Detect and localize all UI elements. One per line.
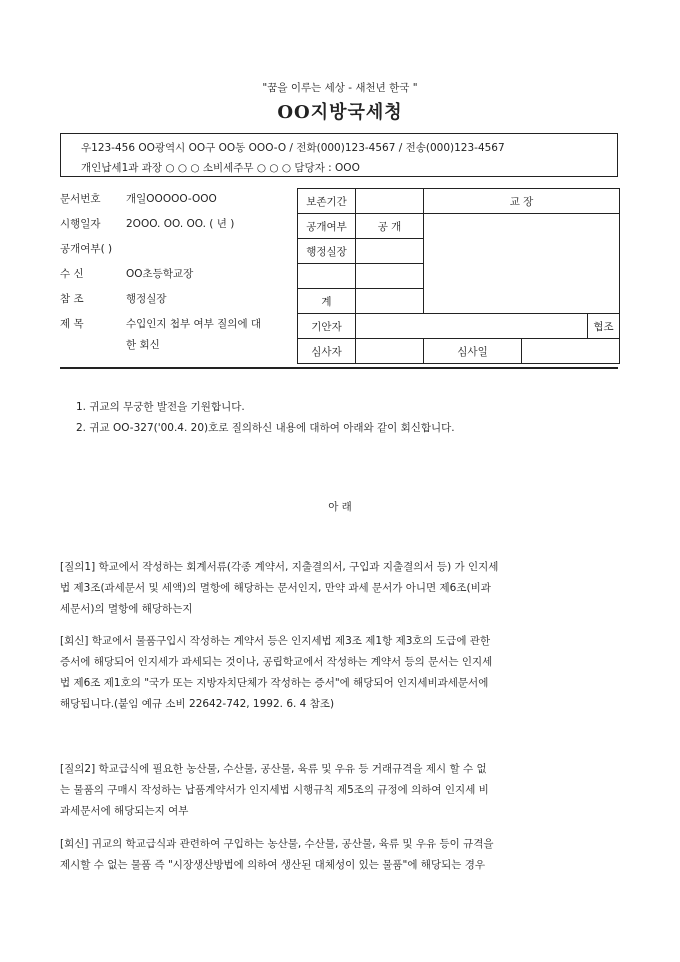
total-value [356,289,424,314]
answer-1 [60,631,622,715]
recipient: OO초등학교장 [126,268,194,280]
review-date-label: 심사일 [424,339,522,364]
item-1: 1. 귀교의 무궁한 발전을 기원합니다. [76,401,245,413]
doc-number-row [60,191,217,206]
paragraph-line: [질의2] 학교급식에 필요한 농산물, 수산물, 공산물, 육류 및 우유 등 거래규격을 제시 할 수 없 [60,763,487,775]
public-row [60,241,112,256]
subject-line-1: 수입인지 첩부 여부 질의에 대 [126,318,262,330]
reviewer-value [356,339,424,364]
doc-number: 개일OOOOO-OOO [126,193,217,205]
approval-table [297,188,620,364]
paragraph-line: 증서에 해당되어 인지세가 과세되는 것이나, 공립학교에서 작성하는 계약서 등의 문서는 인지세 [60,656,493,668]
answer-2 [60,834,622,876]
admin-chief-label: 행정실장 [298,239,356,264]
address-line: 우123-456 OO광역시 OO구 OO동 OOO-O / 전화(000)123-4567 / 전송(000)123-4567 [81,142,505,154]
subject-line-2: 한 회신 [126,339,160,351]
cooperation-label: 협조 [588,314,620,339]
blank-cell [298,264,356,289]
recipient-row [60,266,193,281]
principal-sign-area [424,214,620,314]
doc-number-label: 문서번호 [60,193,101,205]
date-row [60,216,234,231]
item-2: 2. 귀교 OO-327('00.4. 20)호로 질의하신 내용에 대하여 아래와 같이 회신합니다. [76,422,455,434]
blank-cell [356,264,424,289]
date-label: 시행일자 [60,218,101,230]
paragraph-line: 법 제6조 제1호의 "국가 또는 지방자치단체가 작성하는 증서"에 해당되어 인지세비과세문서에 [60,677,489,689]
paragraph-line: [회신] 학교에서 물품구입시 작성하는 계약서 등은 인지세법 제3조 제1항 제3호의 도급에 관한 [60,635,491,647]
header-divider [60,367,618,369]
paragraph-line: 해당됩니다.(붙임 예규 소비 22642-742, 1992. 6. 4 참조) [60,698,335,710]
public-status-value: 공 개 [356,214,424,239]
paragraph-line: [회신] 귀교의 학교급식과 관련하여 구입하는 농산물, 수산물, 공산물, 육류 및 우유 등이 규격을 [60,838,494,850]
retention-label: 보존기간 [298,189,356,214]
total-label: 계 [298,289,356,314]
staff-line: 개인납세1과 과장 ○ ○ ○ 소비세주무 ○ ○ ○ 담당자 : OOO [81,162,360,174]
review-date-value [522,339,620,364]
public-label: 공개여부( ) [60,243,113,255]
date-value: 2OOO. OO. OO. ( 년 ) [126,218,235,230]
drafter-label: 기안자 [298,314,356,339]
contact-box [60,133,618,177]
retention-value [356,189,424,214]
subject-row [60,316,261,331]
subject-label: 제 목 [60,318,84,330]
slogan: "꿈을 이루는 세상 - 새천년 한국 " [262,82,418,94]
paragraph-line: 세문서)의 멸항에 해당하는지 [60,603,193,615]
reference: 행정실장 [126,293,167,305]
question-2 [60,759,622,822]
recipient-label: 수 신 [60,268,84,280]
paragraph-line: 과세문서에 해당되는지 여부 [60,805,189,817]
reference-label: 참 조 [60,293,84,305]
below-heading: 아 래 [328,501,352,513]
paragraph-line: 법 제3조(과세문서 및 세액)의 멸항에 해당하는 문서인지, 만약 과세 문서가 아니면 제6조(비과 [60,582,491,594]
drafter-value [356,314,588,339]
question-1 [60,557,622,620]
agency-title: OO지방국세청 [277,102,403,123]
public-status-label: 공개여부 [298,214,356,239]
admin-chief-sign [356,239,424,264]
paragraph-line: [질의1] 학교에서 작성하는 회계서류(각종 계약서, 지출결의서, 구입과 지출결의서 등) 가 인지세 [60,561,499,573]
paragraph-line: 제시할 수 없는 물품 즉 "시장생산방법에 의하여 생산된 대체성이 있는 물품"에 해당되는 경우 [60,859,486,871]
paragraph-line: 는 물품의 구매시 작성하는 납품계약서가 인지세법 시행규칙 제5조의 규정에 의하여 인지세 비 [60,784,489,796]
reference-row [60,291,167,306]
principal-label: 교 장 [424,189,620,214]
reviewer-label: 심사자 [298,339,356,364]
